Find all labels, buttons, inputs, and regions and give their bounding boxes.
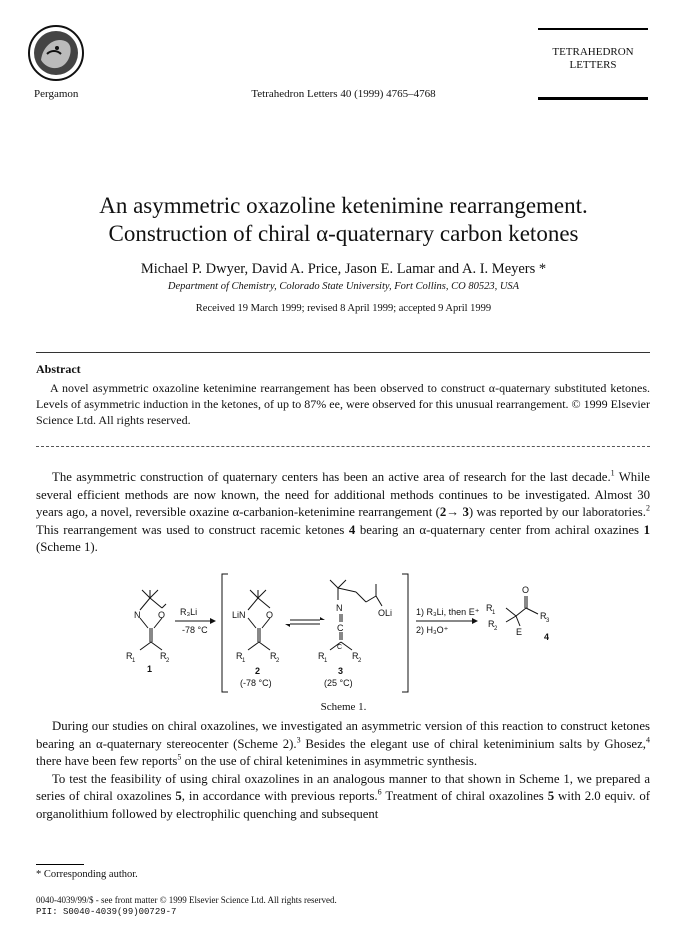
svg-text:2: 2 bbox=[358, 658, 362, 664]
svg-text:C: C bbox=[337, 644, 343, 651]
svg-text:OLi: OLi bbox=[378, 608, 393, 618]
ref-6: 6 bbox=[377, 787, 382, 797]
abstract-top-rule bbox=[36, 352, 650, 353]
svg-text:R: R bbox=[270, 651, 277, 661]
abstract-bottom-rule bbox=[36, 446, 650, 447]
scheme-label-3: 3 bbox=[338, 666, 344, 676]
p1-text-d: This rearrangement was used to construct racemic ketones bbox=[36, 522, 349, 537]
svg-text:LiN: LiN bbox=[232, 610, 246, 620]
journal-name-line2: LETTERS bbox=[569, 59, 617, 71]
svg-text:N: N bbox=[336, 603, 343, 613]
p1-compound-4: 4 bbox=[348, 522, 356, 537]
scheme-condition-b: 2) H₃O⁺ bbox=[416, 625, 449, 635]
svg-text:R: R bbox=[488, 619, 495, 629]
compound-1-structure bbox=[140, 590, 166, 650]
svg-text:1: 1 bbox=[324, 658, 328, 664]
article-title bbox=[0, 192, 687, 248]
p3-text-b: , in accordance with previous reports. bbox=[181, 789, 378, 803]
p3-compound-5b: 5 bbox=[547, 789, 555, 803]
scheme-condition-a: 1) R₃Li, then E⁺ bbox=[416, 607, 480, 617]
svg-text:R: R bbox=[486, 603, 493, 613]
ref-4: 4 bbox=[645, 735, 650, 745]
authors: Michael P. Dwyer, David A. Price, Jason E. Lamar and A. I. Meyers * bbox=[140, 261, 547, 277]
p2-text-a: During our studies on chiral oxazolines, we investigated an asymmetric version of this reaction to construct ketones bearing an α-quaternary stereocenter (Scheme 2). bbox=[36, 719, 650, 751]
body-paragraphs-2-3 bbox=[36, 718, 650, 823]
p1-text-c: ) was reported by our laboratories. bbox=[468, 505, 646, 519]
scheme-label-4: 4 bbox=[544, 632, 550, 642]
pii-line: PII: S0040-4039(99)00729-7 bbox=[36, 907, 177, 917]
publisher-name: Pergamon bbox=[34, 88, 79, 100]
svg-text:C: C bbox=[337, 623, 344, 633]
p1-text-e: bearing an α-quaternary center from achiral oxazines bbox=[355, 522, 644, 537]
footnote-corresponding: * Corresponding author. bbox=[36, 869, 138, 880]
compound-4-structure bbox=[506, 596, 538, 626]
header-rule-top bbox=[538, 28, 648, 30]
svg-text:N: N bbox=[134, 610, 141, 620]
p1-compound-ref: 2→ 3 bbox=[439, 505, 469, 519]
svg-text:2: 2 bbox=[166, 658, 170, 664]
scheme-label-1: 1 bbox=[147, 664, 153, 674]
scheme-temp-3: (25 °C) bbox=[324, 678, 353, 688]
svg-text:O: O bbox=[158, 610, 166, 620]
svg-text:3: 3 bbox=[546, 618, 550, 624]
svg-text:1: 1 bbox=[132, 658, 136, 664]
ref-2: 2 bbox=[645, 503, 650, 513]
p3-text-c: Treatment of chiral oxazolines bbox=[381, 789, 548, 803]
ref-5: 5 bbox=[177, 752, 182, 762]
footnote-rule bbox=[36, 864, 84, 865]
abstract-text: A novel asymmetric oxazoline ketenimine rearrangement has been observed to construct α-quaternary substituted ketones. Levels of asymmetric induction in the ketones, of up to 87% ee, were observed for this unusual rearrangement. © 1999 Elsevier Science Ltd. All rights reserved. bbox=[36, 381, 650, 427]
body-paragraph-2 bbox=[36, 718, 650, 771]
p3-compound-5: 5 bbox=[175, 789, 182, 803]
svg-text:R: R bbox=[352, 651, 359, 661]
compound-2-structure bbox=[248, 590, 270, 650]
p1-text-b: While several efficient methods are now known, the need for additional methods continues to be investigated. Almost 30 years ago, a novel, reversible oxazine α-carbanion-ketenimine rearrangement ( bbox=[36, 470, 650, 519]
affiliation: Department of Chemistry, Colorado State University, Fort Collins, CO 80523, USA bbox=[167, 281, 520, 292]
svg-text:2: 2 bbox=[276, 658, 280, 664]
journal-name bbox=[538, 46, 648, 72]
header-rule-bottom bbox=[538, 97, 648, 100]
p1-text-a: The asymmetric construction of quaternary centers has been an active area of research for the last decade. bbox=[52, 470, 611, 484]
title-line1: An asymmetric oxazoline ketenimine rearrangement. bbox=[99, 193, 588, 218]
received-dates: Received 19 March 1999; revised 8 April 1999; accepted 9 April 1999 bbox=[195, 303, 492, 314]
svg-text:R: R bbox=[160, 651, 167, 661]
compound-3-structure bbox=[330, 580, 382, 650]
svg-text:1: 1 bbox=[242, 658, 246, 664]
abstract-heading: Abstract bbox=[36, 362, 81, 376]
body-paragraph-3 bbox=[36, 771, 650, 824]
p1-compound-1: 1 bbox=[643, 522, 650, 537]
pergamon-logo bbox=[27, 24, 85, 82]
scheme-reagent-1: R₃Li bbox=[180, 607, 198, 617]
p3-text-a: To test the feasibility of using chiral oxazolines in an analogous manner to that shown in Scheme 1, we prepared a series of chiral oxazolines bbox=[36, 771, 650, 803]
p2-text-d: on the use of chiral ketenimines in asymmetric synthesis. bbox=[181, 754, 478, 768]
scheme-temp-2: (-78 °C) bbox=[240, 678, 272, 688]
ref-3: 3 bbox=[296, 735, 301, 745]
svg-text:R: R bbox=[540, 611, 547, 621]
p2-text-b: Besides the elegant use of chiral keteniminium salts by Ghosez, bbox=[300, 736, 646, 751]
svg-text:2: 2 bbox=[494, 626, 498, 632]
p2-text-c: there have been few reports bbox=[36, 754, 178, 768]
body-paragraph-1 bbox=[36, 469, 650, 557]
p1-text-f: (Scheme 1). bbox=[36, 540, 98, 554]
svg-text:R: R bbox=[126, 651, 133, 661]
svg-text:O: O bbox=[266, 610, 274, 620]
scheme-label-2: 2 bbox=[255, 666, 261, 676]
scheme-1-diagram bbox=[120, 570, 570, 700]
ref-1: 1 bbox=[610, 468, 615, 478]
svg-text:R: R bbox=[318, 651, 325, 661]
journal-reference: Tetrahedron Letters 40 (1999) 4765–4768 bbox=[251, 88, 436, 100]
p3-text-d: with 2.0 equiv. of organolithium followed by electrophilic quenching and subsequent bbox=[36, 789, 650, 821]
journal-name-line1: TETRAHEDRON bbox=[552, 46, 634, 58]
scheme-temp-1: -78 °C bbox=[182, 625, 208, 635]
svg-text:R: R bbox=[236, 651, 243, 661]
scheme-caption: Scheme 1. bbox=[320, 701, 367, 713]
svg-text:1: 1 bbox=[492, 610, 496, 616]
svg-text:O: O bbox=[522, 585, 530, 595]
title-line2: Construction of chiral α-quaternary carbon ketones bbox=[108, 221, 579, 246]
svg-text:E: E bbox=[516, 627, 523, 637]
copyright-line: 0040-4039/99/$ - see front matter © 1999 Elsevier Science Ltd. All rights reserved. bbox=[36, 895, 337, 905]
copyright-block bbox=[36, 894, 337, 918]
